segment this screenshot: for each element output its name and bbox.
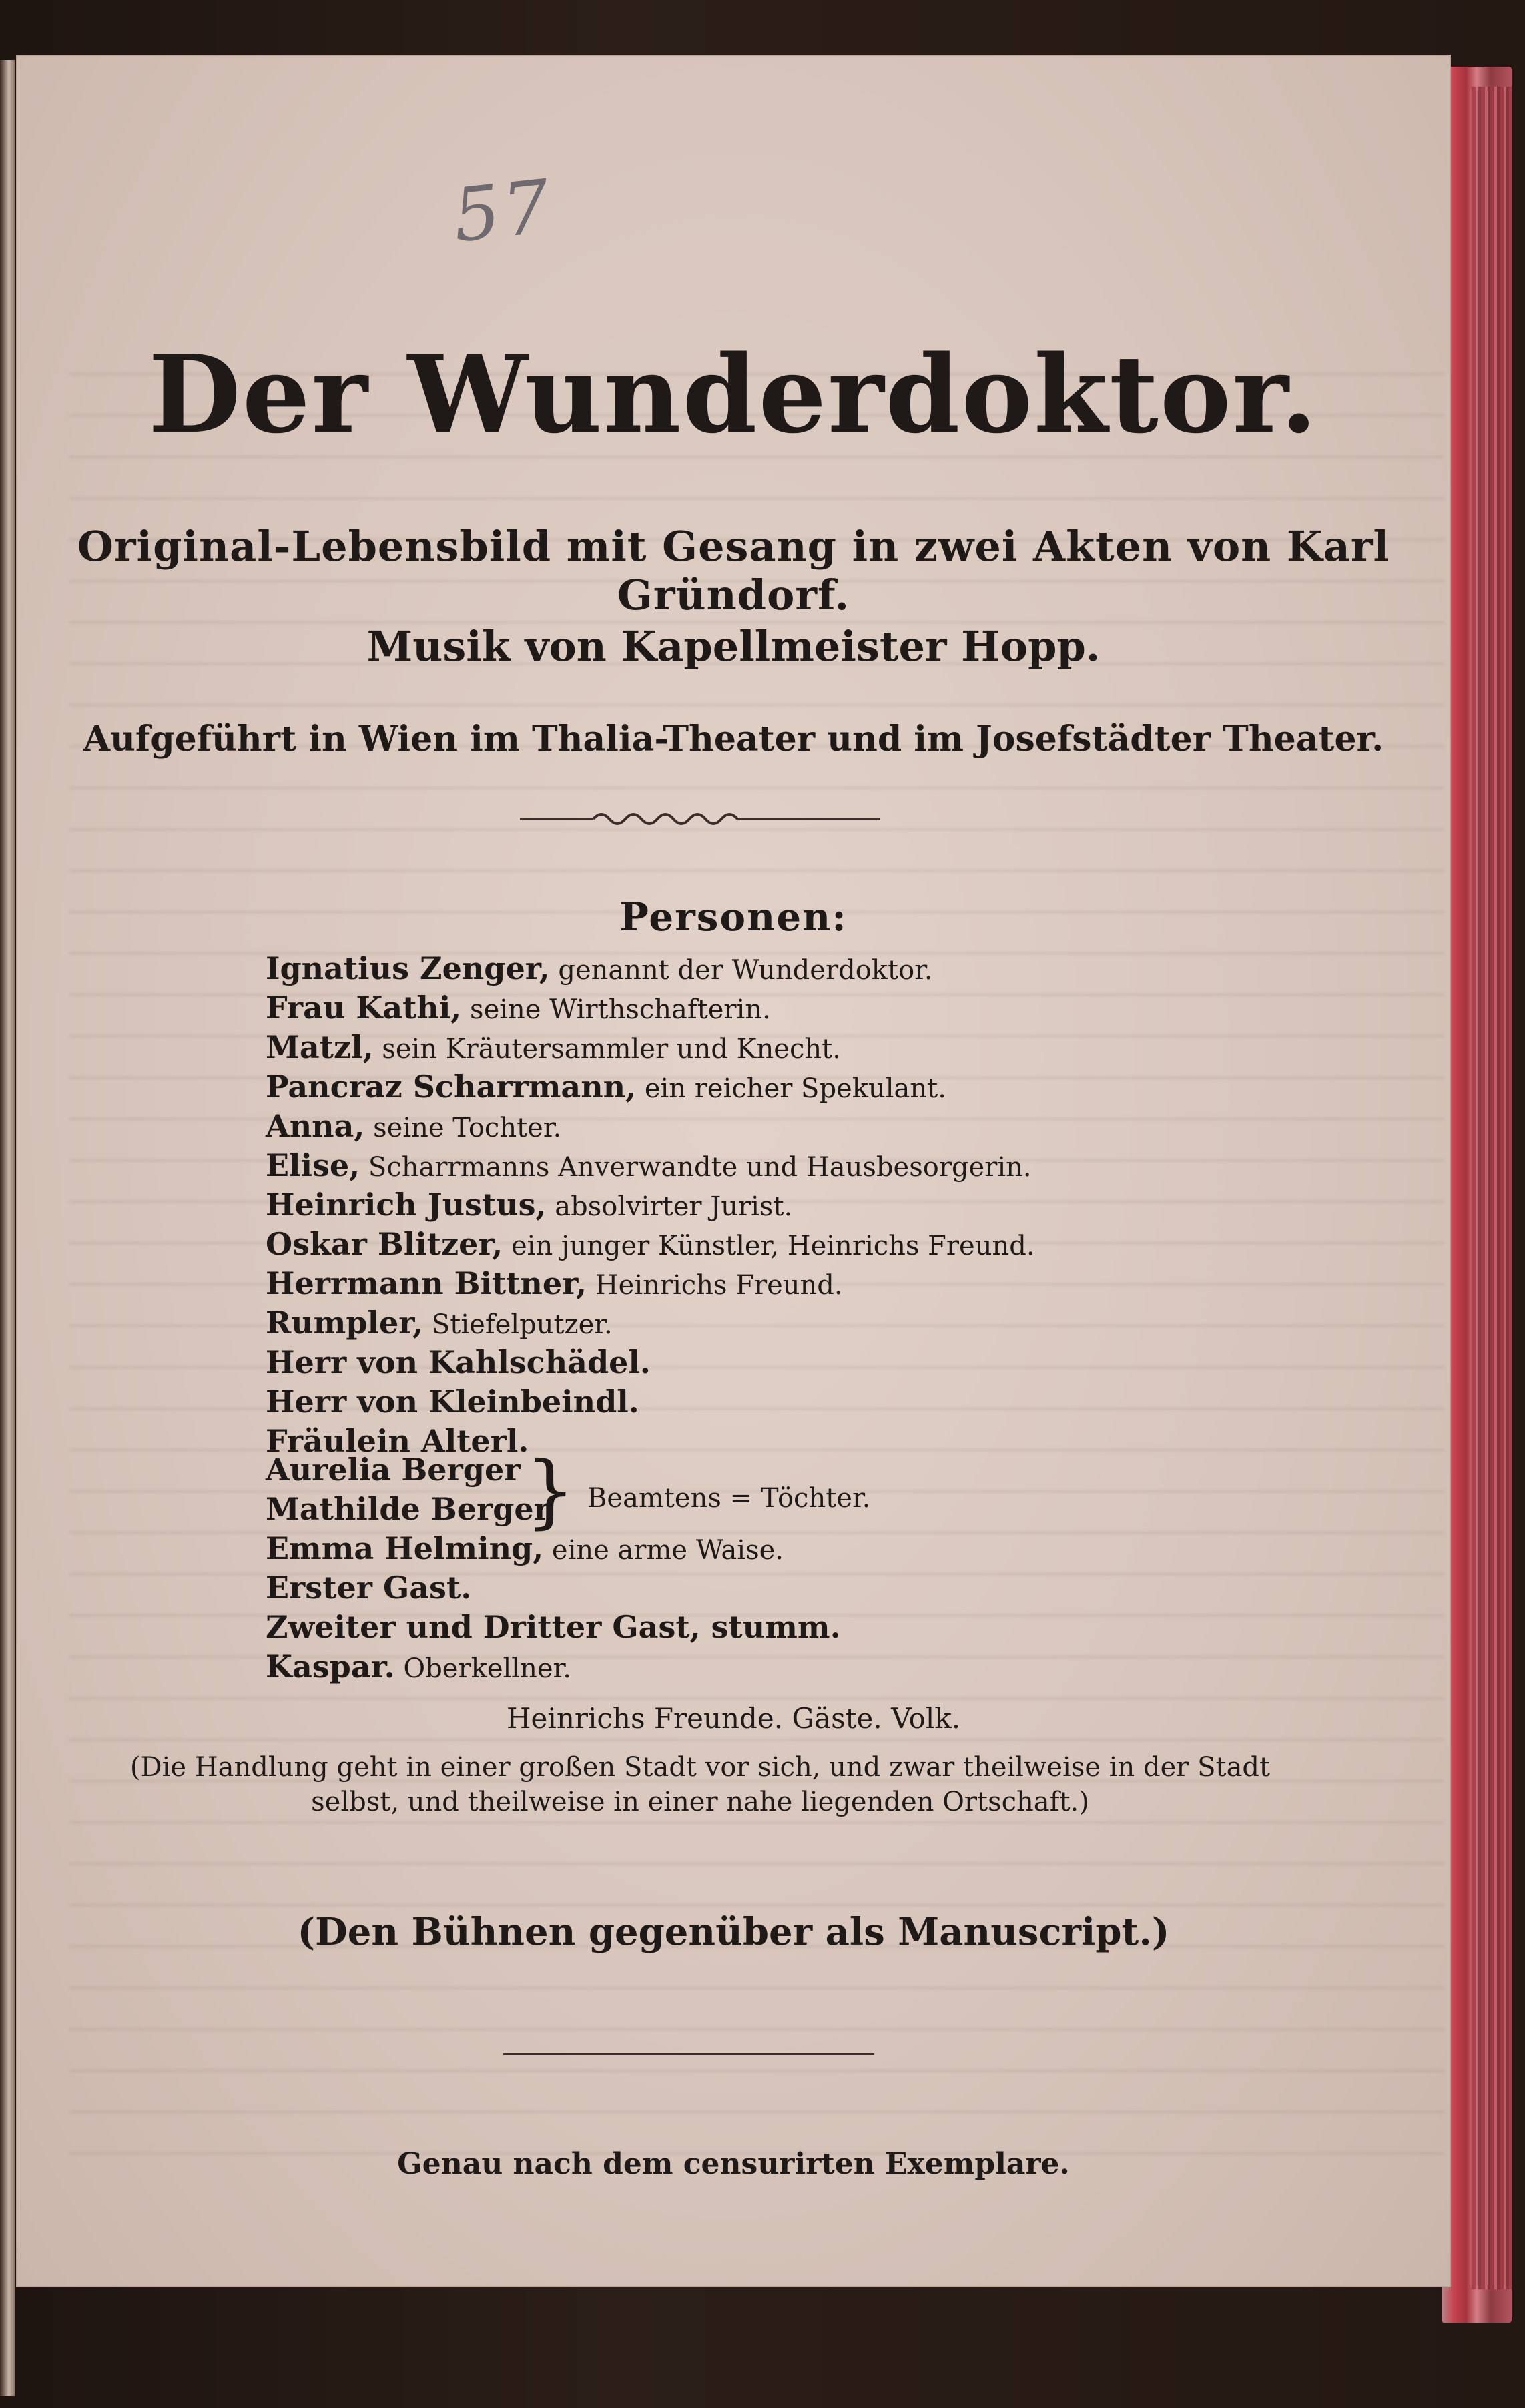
list-item bbox=[266, 1146, 1035, 1185]
rights-note: (Den Bühnen gegenüber als Manuscript.) bbox=[297, 1910, 1170, 1954]
censorship-note: Genau nach dem censurirten Exemplare. bbox=[397, 2147, 1070, 2181]
character-name: Rumpler, bbox=[266, 1305, 424, 1341]
ornamental-divider bbox=[520, 806, 880, 832]
list-item bbox=[266, 1647, 841, 1687]
character-name: Kaspar. bbox=[266, 1648, 395, 1685]
character-name: Anna, bbox=[266, 1108, 365, 1144]
list-item bbox=[266, 1225, 1035, 1264]
list-item bbox=[266, 1382, 1035, 1422]
list-item bbox=[266, 949, 1035, 988]
character-name: Herrmann Bittner, bbox=[266, 1265, 587, 1301]
list-item bbox=[266, 1028, 1035, 1067]
list-item bbox=[266, 1264, 1035, 1303]
character-description: Stiefelputzer. bbox=[423, 1309, 613, 1340]
sisters-group bbox=[266, 1450, 550, 1529]
character-description: Scharrmanns Anverwandte und Hausbesorgerin. bbox=[360, 1152, 1032, 1183]
character-name: Frau Kathi, bbox=[266, 990, 462, 1026]
cast-list-continued bbox=[266, 1529, 841, 1687]
personae-heading: Personen: bbox=[619, 894, 848, 940]
character-name: Mathilde Berger bbox=[266, 1491, 550, 1527]
divider-rule bbox=[503, 2053, 874, 2055]
character-name: Oskar Blitzer, bbox=[266, 1226, 503, 1262]
red-page-edges-stack bbox=[1472, 87, 1512, 2289]
list-item bbox=[266, 1343, 1035, 1382]
sisters-label: Beamtens = Töchter. bbox=[587, 1483, 871, 1514]
list-item bbox=[266, 1529, 841, 1568]
character-description: Heinrichs Freund. bbox=[587, 1270, 843, 1301]
character-name: Heinrich Justus, bbox=[266, 1187, 547, 1223]
character-name: Ignatius Zenger, bbox=[266, 950, 550, 986]
character-name: Emma Helming, bbox=[266, 1530, 544, 1566]
setting-note: (Die Handlung geht in einer großen Stadt vor sich, und zwar theilweise in der Stadt selbst, und theilweise in einer nahe liegenden Ortschaft.) bbox=[129, 1752, 1271, 1817]
brace-glyph: } bbox=[525, 1445, 576, 1538]
character-description: eine arme Waise. bbox=[543, 1535, 784, 1566]
character-description: sein Kräutersammler und Knecht. bbox=[373, 1034, 841, 1065]
facing-page-edge bbox=[0, 60, 15, 2396]
character-description: genannt der Wunderdoktor. bbox=[549, 955, 933, 986]
character-name: Elise, bbox=[266, 1147, 360, 1183]
character-name: Zweiter und Dritter Gast, stumm. bbox=[266, 1609, 841, 1645]
document-page bbox=[16, 55, 1451, 2287]
list-item bbox=[266, 1608, 841, 1647]
list-item bbox=[266, 1067, 1035, 1107]
list-item bbox=[266, 1107, 1035, 1146]
performance-note: Aufgeführt in Wien im Thalia-Theater und im Josefstädter Theater. bbox=[83, 719, 1384, 760]
character-name: Pancraz Scharrmann, bbox=[266, 1069, 637, 1105]
character-name: Herr von Kahlschädel. bbox=[266, 1344, 651, 1380]
character-description: seine Tochter. bbox=[364, 1113, 562, 1143]
cast-list bbox=[266, 949, 1035, 1461]
list-item bbox=[266, 988, 1035, 1028]
character-name: Matzl, bbox=[266, 1029, 374, 1065]
character-description: Oberkellner. bbox=[394, 1653, 571, 1684]
character-description: seine Wirthschafterin. bbox=[461, 994, 771, 1025]
character-description: absolvirter Jurist. bbox=[546, 1191, 793, 1222]
character-name: Herr von Kleinbeindl. bbox=[266, 1384, 639, 1420]
character-name: Erster Gast. bbox=[266, 1570, 472, 1606]
play-title: Der Wunderdoktor. bbox=[148, 332, 1319, 457]
handwritten-folio-number: 57 bbox=[448, 163, 557, 259]
extras-line: Heinrichs Freunde. Gäste. Volk. bbox=[506, 1702, 961, 1735]
play-subtitle: Original-Lebensbild mit Gesang in zwei Akten von Karl Gründorf. bbox=[77, 522, 1390, 619]
character-description: ein reicher Spekulant. bbox=[636, 1073, 946, 1104]
character-name: Aurelia Berger bbox=[266, 1452, 521, 1488]
list-item bbox=[266, 1568, 841, 1608]
character-name: Fräulein Alterl. bbox=[266, 1423, 529, 1459]
music-credit: Musik von Kapellmeister Hopp. bbox=[366, 622, 1101, 671]
character-description: ein junger Künstler, Heinrichs Freund. bbox=[503, 1231, 1035, 1261]
list-item bbox=[266, 1303, 1035, 1343]
list-item bbox=[266, 1185, 1035, 1225]
